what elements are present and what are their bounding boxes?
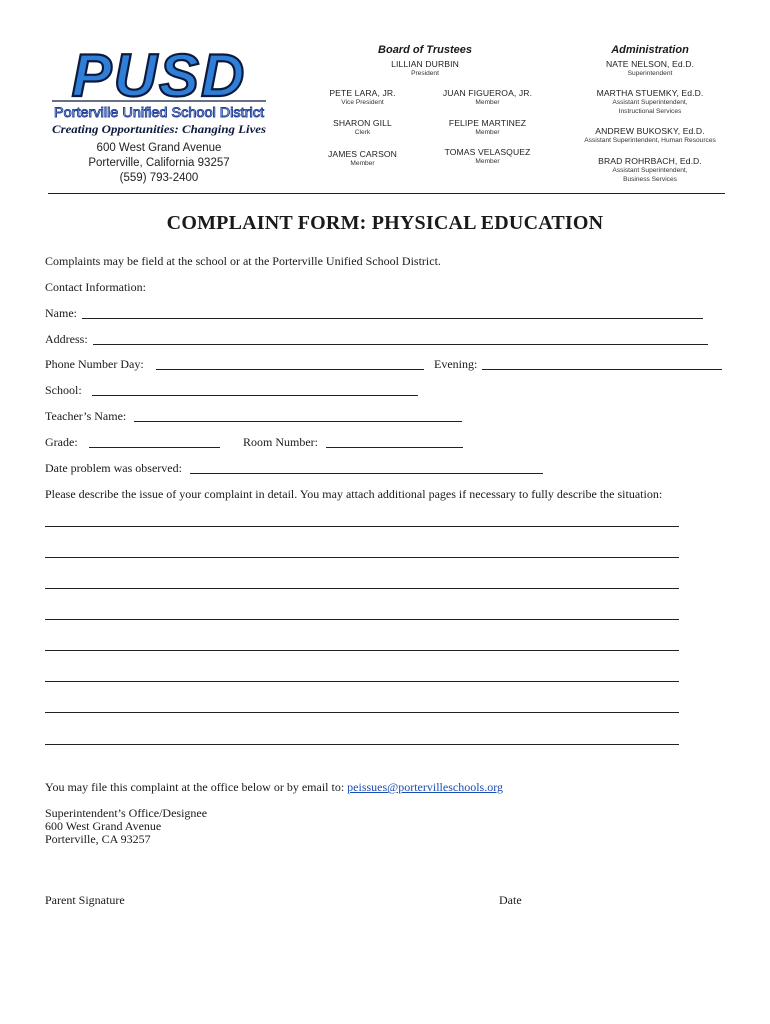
- admin-role: Assistant Superintendent,: [612, 99, 688, 106]
- admin-name: BRAD ROHRBACH, Ed.D.: [598, 156, 702, 166]
- file-note-text: You may file this complaint at the office below or by email to:: [45, 780, 345, 794]
- office-line: Superintendent’s Office/Designee: [45, 806, 208, 820]
- school-label: School:: [45, 383, 82, 397]
- teacher-label: Teacher’s Name:: [45, 409, 127, 423]
- evening-label: Evening:: [434, 357, 478, 371]
- intro-text: Complaints may be field at the school or at the Porterville Unified School District.: [45, 254, 441, 268]
- description-line[interactable]: [45, 526, 679, 527]
- logo-district-name: Porterville Unified School District: [54, 105, 265, 120]
- board-heading: Board of Trustees: [378, 44, 472, 56]
- address-field[interactable]: [93, 344, 708, 345]
- board-member-name: JUAN FIGUEROA, JR.: [442, 88, 533, 98]
- board-member-name: SHARON GILL: [333, 118, 392, 128]
- grade-label: Grade:: [45, 435, 78, 449]
- board-member-role: Clerk: [354, 129, 371, 136]
- admin-role: Business Services: [623, 176, 677, 183]
- form-title: COMPLAINT FORM: PHYSICAL EDUCATION: [166, 212, 604, 234]
- file-note: [45, 780, 503, 795]
- district-phone: (559) 793-2400: [119, 172, 199, 184]
- board-member-role: Vice President: [341, 99, 384, 106]
- description-line[interactable]: [45, 588, 679, 589]
- board-member-name: TOMAS VELASQUEZ: [444, 147, 531, 157]
- date-observed-label: Date problem was observed:: [45, 461, 182, 475]
- description-line[interactable]: [45, 650, 679, 651]
- pusd-logo-graphic: [48, 44, 270, 140]
- admin-role: Superintendent: [627, 70, 673, 77]
- name-label: Name:: [45, 306, 77, 320]
- board-member-role: Member: [350, 160, 375, 167]
- admin-role: Instructional Services: [618, 108, 682, 115]
- admin-name: ANDREW BUKOSKY, Ed.D.: [595, 126, 705, 136]
- admin-heading: Administration: [611, 44, 689, 56]
- admin-role: Assistant Superintendent,: [612, 167, 688, 174]
- office-line: 600 West Grand Avenue: [45, 819, 162, 833]
- contact-heading: Contact Information:: [45, 280, 146, 294]
- description-line[interactable]: [45, 712, 679, 713]
- office-line: Porterville, CA 93257: [45, 832, 151, 846]
- admin-name: MARTHA STUEMKY, Ed.D.: [596, 88, 704, 98]
- date-observed-field[interactable]: [190, 473, 543, 474]
- description-line[interactable]: [45, 619, 679, 620]
- board-president-name: LILLIAN DURBIN: [391, 59, 459, 69]
- logo-letters: PUSD: [71, 44, 247, 109]
- evening-phone-field[interactable]: [482, 369, 722, 370]
- room-field[interactable]: [326, 447, 463, 448]
- parent-signature-label: Parent Signature: [45, 893, 125, 907]
- logo-tagline: Creating Opportunities: Changing Lives: [52, 124, 267, 136]
- board-member-role: Member: [475, 99, 500, 106]
- board-member-name: JAMES CARSON: [327, 149, 397, 159]
- admin-role: Assistant Superintendent, Human Resources: [584, 137, 716, 144]
- grade-field[interactable]: [89, 447, 220, 448]
- board-member-role: Member: [475, 158, 500, 165]
- description-line[interactable]: [45, 557, 679, 558]
- district-street: 600 West Grand Avenue: [96, 142, 222, 154]
- description-line[interactable]: [45, 744, 679, 745]
- board-member-name: PETE LARA, JR.: [329, 88, 396, 98]
- phone-day-field[interactable]: [156, 369, 424, 370]
- name-field[interactable]: [82, 318, 703, 319]
- describe-prompt: Please describe the issue of your complaint in detail. You may attach additional pages if necessary to fully describe the situation:: [45, 487, 663, 501]
- district-city: Porterville, California 93257: [88, 157, 230, 169]
- board-member-name: FELIPE MARTINEZ: [448, 118, 527, 128]
- board-president-role: President: [411, 70, 439, 77]
- description-line[interactable]: [45, 681, 679, 682]
- school-field[interactable]: [92, 395, 418, 396]
- email-link[interactable]: peissues@portervilleschools.org: [347, 780, 503, 794]
- district-logo: [48, 44, 270, 140]
- header-divider: [48, 193, 725, 194]
- admin-name: NATE NELSON, Ed.D.: [605, 59, 695, 69]
- room-label: Room Number:: [243, 435, 318, 449]
- address-label: Address:: [45, 332, 88, 346]
- phone-day-label: Phone Number Day:: [45, 357, 144, 371]
- date-label: Date: [499, 893, 522, 907]
- teacher-field[interactable]: [134, 421, 462, 422]
- board-member-role: Member: [475, 129, 500, 136]
